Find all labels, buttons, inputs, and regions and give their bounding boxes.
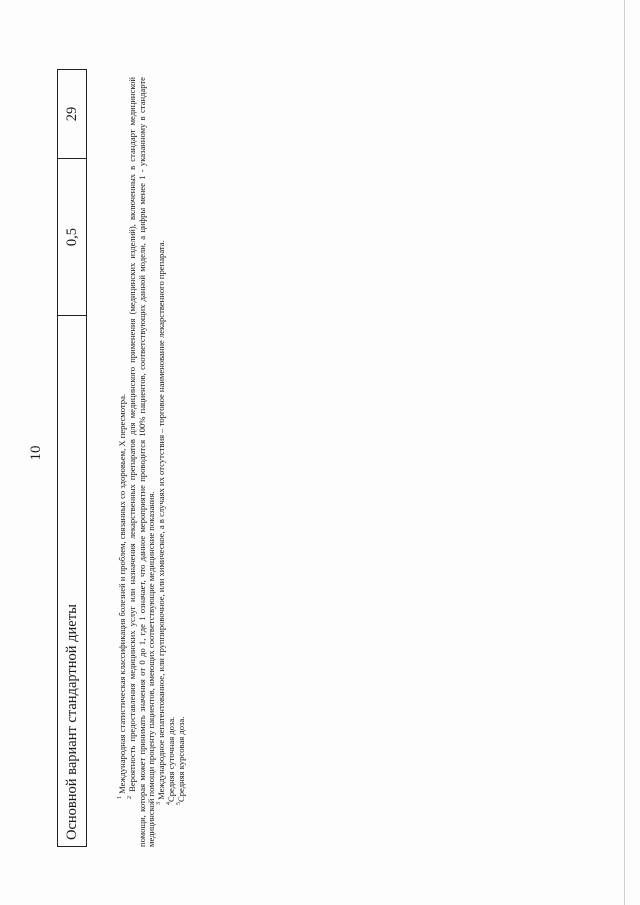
footnote-text: Средняя курсовая доза. bbox=[175, 716, 186, 802]
footnotes bbox=[118, 77, 187, 847]
diet-days-cell: 29 bbox=[63, 106, 80, 122]
page-number: 10 bbox=[28, 445, 44, 461]
footnote-mark: 2 bbox=[126, 796, 133, 799]
footnote-5 bbox=[177, 77, 187, 847]
footnote-mark: 3 bbox=[156, 802, 163, 805]
diet-frequency-cell: 0,5 bbox=[58, 158, 86, 315]
footnote-text: Средняя суточная доза. bbox=[165, 716, 176, 802]
diet-name-cell: Основной вариант стандартной диеты bbox=[58, 315, 86, 846]
footnote-mark: 1 bbox=[117, 796, 124, 799]
footnote-mark: 4 bbox=[166, 802, 173, 805]
footnote-text: Вероятность предоставления медицинских услуг или назначения лекарственных препаратов для медицинского применения (медицинских изделий), включенных в стандарт медицинской помощи, которая может принимать значения от 0 до 1, где 1 означает, что данное мероприятие проводится 100% пациентов, соответствующих данной модели, а цифры менее 1 - указанному в стандарте медицинской помощи проценту пациентов, имеющих соответствующие медицинские показания. bbox=[126, 77, 157, 847]
footnote-text: Международная статистическая классификация болезней и проблем, связанных со здоровьем, X пересмотра. bbox=[117, 393, 127, 794]
footnote-2 bbox=[128, 77, 157, 847]
diet-table bbox=[57, 69, 87, 847]
footnote-text: Международное непатентованное, или группировочное, или химическое, а в случаях их отсутствия – торговое наименование лекарственного препарата. bbox=[156, 240, 167, 800]
footnote-mark: 5 bbox=[175, 802, 182, 805]
